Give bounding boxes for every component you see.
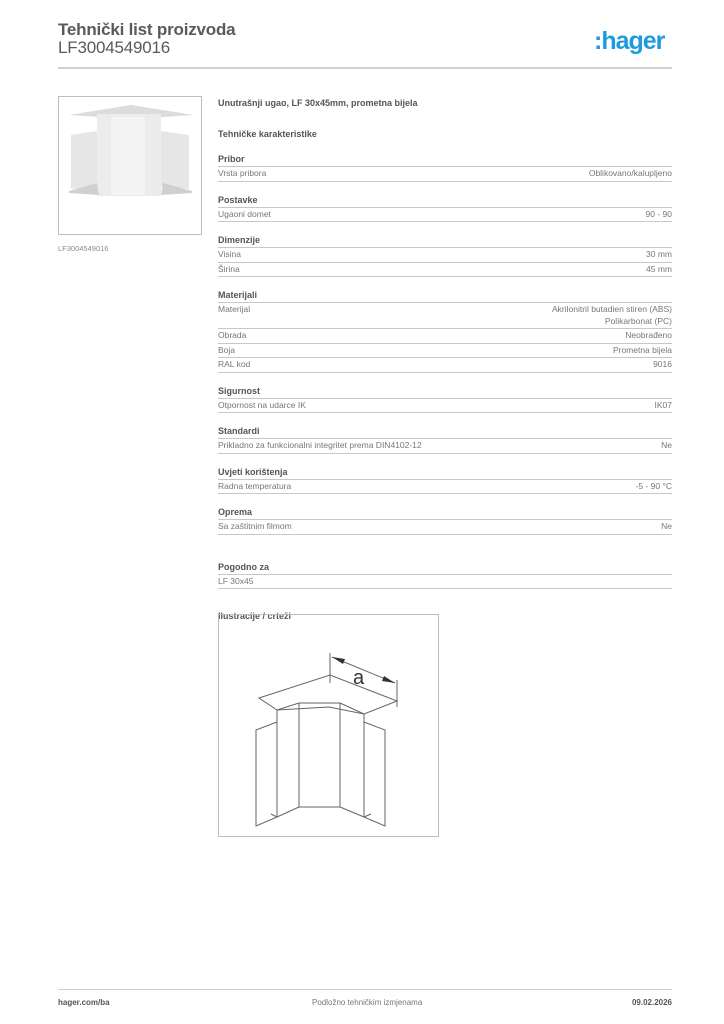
section-oprema [218,506,672,535]
spec-label: RAL kod [218,359,251,369]
spec-value: Ne [661,440,672,450]
section-heading: Oprema [218,506,672,520]
section-heading: Uvjeti korištenja [218,466,672,480]
spec-value: IK07 [654,399,672,410]
spec-value: Polikarbonat (PC) [604,315,672,326]
spec-value: Ne [661,521,672,531]
spec-row [218,439,672,454]
product-code: LF3004549016 [58,38,170,57]
spec-value: 45 mm [646,263,672,274]
spec-value: Neobrađeno [625,330,672,340]
spec-label: Sa zaštitnim filmom [218,521,292,531]
spec-content [218,96,672,623]
spec-label: Radna temperatura [218,480,292,491]
spec-value: 30 mm [646,249,672,259]
footer-divider [58,989,672,990]
section-heading: Sigurnost [218,385,672,399]
spec-row [218,575,672,590]
spec-label: Visina [218,249,241,259]
dimension-label: a [353,667,365,689]
section-postavke [218,194,672,223]
spec-row [218,344,672,359]
technical-drawing [218,614,439,837]
corner-drawing-icon [219,615,438,836]
spec-value: Akrilonitril butadien stiren (ABS) [552,304,672,314]
spec-label: Otpornost na udarce IK [218,399,306,410]
spec-value: -5 - 90 °C [635,480,672,491]
document-title: Tehnički list proizvoda [58,20,236,39]
product-image [58,96,202,235]
header-divider [58,67,672,69]
section-heading: Dimenzije [218,234,672,248]
section-heading: Standardi [218,425,672,439]
spec-row [218,480,672,495]
footer-disclaimer: Podložno tehničkim izmjenama [312,998,423,1007]
spec-row [218,303,672,329]
section-heading: Pribor [218,153,672,167]
section-heading: Materijali [218,289,672,303]
spec-row [218,167,672,182]
product-title: Unutrašnji ugao, LF 30x45mm, prometna bijela [218,98,418,108]
spec-label: Širina [218,263,240,274]
spec-label: Obrada [218,330,247,340]
spec-row [218,358,672,373]
spec-label: Boja [218,344,236,355]
section-uvjeti [218,466,672,495]
spec-label: Ugaoni domet [218,208,271,219]
footer-date: 09.02.2026 [631,998,672,1007]
footer-website: hager.com/ba [58,998,110,1007]
spec-label: Materijal [218,304,251,314]
corner-piece-photo-icon [59,97,201,234]
spec-row [218,520,672,535]
spec-row [218,399,672,414]
section-dimenzije [218,234,672,277]
spec-label: Prikladno za funkcionalni integritet prema DIN4102-12 [218,440,422,450]
compatible-product: LF 30x45 [218,575,254,586]
section-pogodno-za [218,561,672,590]
spec-value: 90 - 90 [645,208,672,219]
section-standardi [218,425,672,454]
spec-label: Vrsta pribora [218,168,267,178]
tech-heading: Tehničke karakteristike [218,129,317,139]
spec-value: 9016 [653,359,672,369]
spec-row [218,208,672,223]
section-materijali [218,289,672,373]
spec-row [218,329,672,344]
section-sigurnost [218,385,672,414]
illustrations-heading: Ilustracije / crteži [218,611,292,621]
spec-value-multi [552,304,672,327]
section-heading: Postavke [218,194,672,208]
spec-row [218,248,672,263]
spec-value: Oblikovano/kalupljeno [588,168,672,178]
spec-value: Prometna bijela [612,344,672,355]
spec-row [218,263,672,278]
section-heading: Pogodno za [218,561,672,575]
product-image-caption: LF3004549016 [58,244,109,253]
hager-logo: :hager [594,27,665,55]
section-pribor [218,153,672,182]
